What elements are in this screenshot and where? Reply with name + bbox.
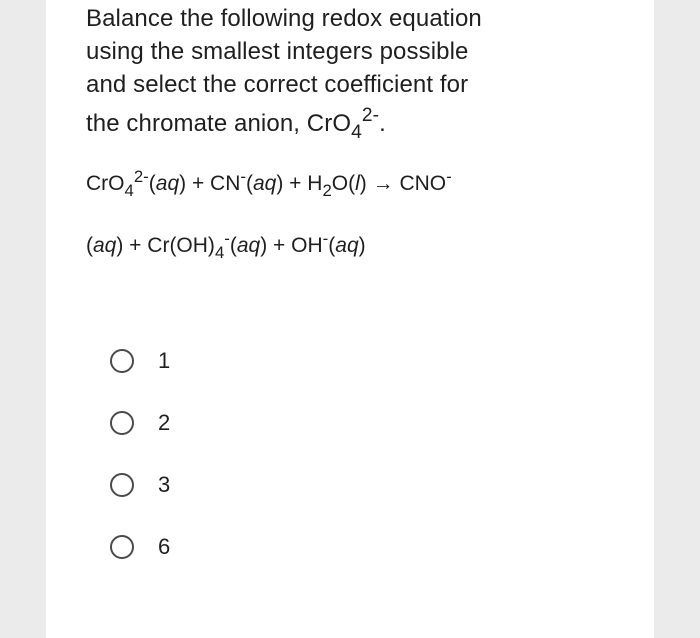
eq-charge: - — [322, 228, 329, 248]
eq-text: ( — [229, 234, 237, 257]
chromate-charge: 2- — [361, 105, 380, 127]
eq-text: ( — [245, 172, 253, 195]
radio-button-icon[interactable] — [110, 411, 134, 435]
equation-line-2 — [86, 228, 646, 262]
equation-line-1 — [86, 166, 646, 200]
eq-text: CrO — [86, 172, 125, 195]
eq-charge: - — [224, 228, 230, 248]
eq-subscript: 4 — [124, 180, 134, 200]
eq-state: aq — [155, 172, 180, 195]
question-line-2: using the smallest integers possible — [86, 38, 469, 65]
radio-button-icon[interactable] — [110, 349, 134, 373]
eq-state: aq — [93, 234, 117, 257]
eq-state: aq — [252, 172, 277, 195]
eq-subscript: 4 — [214, 242, 225, 262]
eq-subscript: 2 — [322, 180, 332, 200]
answer-options — [110, 330, 170, 578]
radio-button-icon[interactable] — [110, 535, 134, 559]
question-line-4-text: the chromate anion, CrO — [86, 110, 352, 137]
eq-charge: - — [446, 166, 452, 186]
option-label[interactable]: 6 — [158, 534, 171, 559]
eq-text: ) → CNO — [359, 172, 447, 195]
eq-state: aq — [236, 234, 261, 257]
option-label[interactable]: 2 — [158, 410, 171, 435]
question-line-3: and select the correct coefficient for — [86, 71, 469, 98]
eq-text: ( — [328, 234, 336, 257]
eq-text: ) + OH — [260, 234, 323, 257]
option-6[interactable] — [110, 516, 170, 578]
question-line-1: Balance the following redox equation — [86, 5, 482, 32]
option-2[interactable] — [110, 392, 170, 454]
eq-text: ) + CN — [179, 172, 241, 195]
eq-state: aq — [335, 234, 359, 257]
question-text — [86, 2, 566, 143]
eq-text: ( — [148, 172, 156, 195]
option-3[interactable] — [110, 454, 170, 516]
eq-text: ) + H — [276, 172, 323, 195]
option-label[interactable]: 1 — [158, 348, 171, 373]
question-period: . — [379, 110, 386, 137]
eq-text: ( — [86, 234, 93, 257]
radio-button-icon[interactable] — [110, 473, 134, 497]
eq-text: ) — [358, 234, 366, 257]
eq-text: O( — [331, 172, 356, 195]
option-label[interactable]: 3 — [158, 472, 171, 497]
eq-charge: - — [240, 166, 246, 186]
eq-text: ) + Cr(OH) — [116, 234, 215, 257]
option-1[interactable] — [110, 330, 170, 392]
eq-charge: 2- — [133, 166, 149, 186]
question-line-4 — [86, 105, 566, 143]
chromate-subscript: 4 — [351, 121, 362, 143]
eq-state: l — [355, 172, 360, 195]
